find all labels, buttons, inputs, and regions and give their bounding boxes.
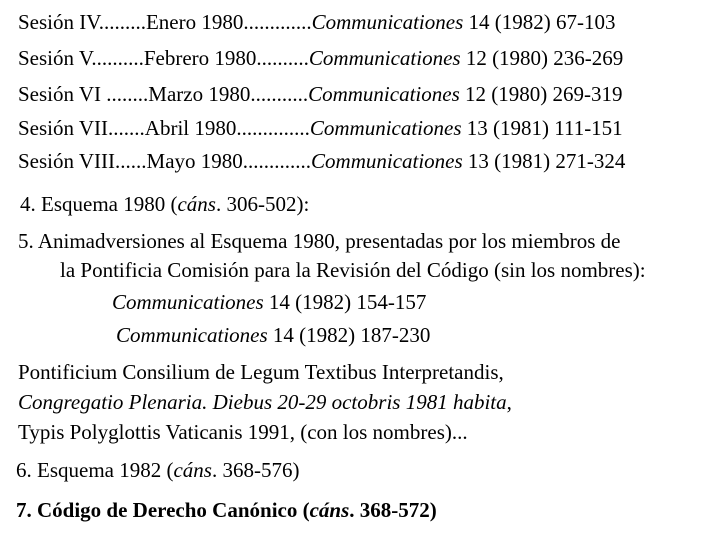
session-line [18,10,616,34]
journal-reference: 12 (1980) 269-319 [459,82,623,106]
canons-abbr: cáns [173,458,212,482]
journal-name: Communicationes [311,149,463,173]
session-label: Sesión VI ........Marzo 1980........... [18,82,309,106]
journal-name: Communicationes [311,10,464,34]
journal-name: Communicationes [112,290,264,314]
punctuation: , [506,390,512,414]
pontificium-line-1: Pontificium Consilium de Legum Textibus Interpretandis, [18,360,504,384]
item-4-esquema-1980 [20,192,309,216]
journal-reference: 14 (1982) 67-103 [463,10,616,34]
session-line [18,149,625,173]
congregatio-title: Congregatio Plenaria. Diebus 20-29 octobris 1981 habita [18,390,507,414]
session-line [18,46,623,70]
item-7-codigo [16,498,437,522]
item-5-reference [112,290,426,314]
item-6-range: . 368-576) [211,458,300,482]
journal-reference: 14 (1982) 154-157 [263,290,427,314]
item-4-range: . 306-502): [215,192,310,216]
journal-reference: 13 (1981) 111-151 [461,116,623,140]
session-label: Sesión V..........Febrero 1980.......... [18,46,309,70]
item-6-text: 6. Esquema 1982 ( [16,458,174,482]
journal-name: Communicationes [308,82,460,106]
item-5-line-1: 5. Animadversiones al Esquema 1980, presentadas por los miembros de [18,229,621,253]
pontificium-line-3: Typis Polyglottis Vaticanis 1991, (con los nombres)... [18,420,468,444]
item-5-reference [116,323,430,347]
journal-name: Communicationes [116,323,268,347]
canons-abbr: cáns [177,192,216,216]
journal-reference: 12 (1980) 236-269 [460,46,624,70]
item-7-range: . 368-572) [349,498,437,522]
session-label: Sesión VIII......Mayo 1980............. [18,149,312,173]
item-6-esquema-1982 [16,458,299,482]
item-4-text: 4. Esquema 1980 ( [20,192,178,216]
item-7-text: 7. Código de Derecho Canónico ( [16,498,310,522]
canons-abbr: cáns [309,498,350,522]
session-label: Sesión VII.......Abril 1980.............. [18,116,310,140]
journal-reference: 13 (1981) 271-324 [462,149,626,173]
journal-name: Communicationes [309,116,462,140]
session-line [18,116,623,140]
session-line [18,82,622,106]
journal-name: Communicationes [308,46,461,70]
journal-reference: 14 (1982) 187-230 [267,323,431,347]
session-label: Sesión IV.........Enero 1980............. [18,10,312,34]
pontificium-line-2 [18,390,512,414]
item-5-line-2: la Pontificia Comisión para la Revisión del Código (sin los nombres): [60,258,646,282]
